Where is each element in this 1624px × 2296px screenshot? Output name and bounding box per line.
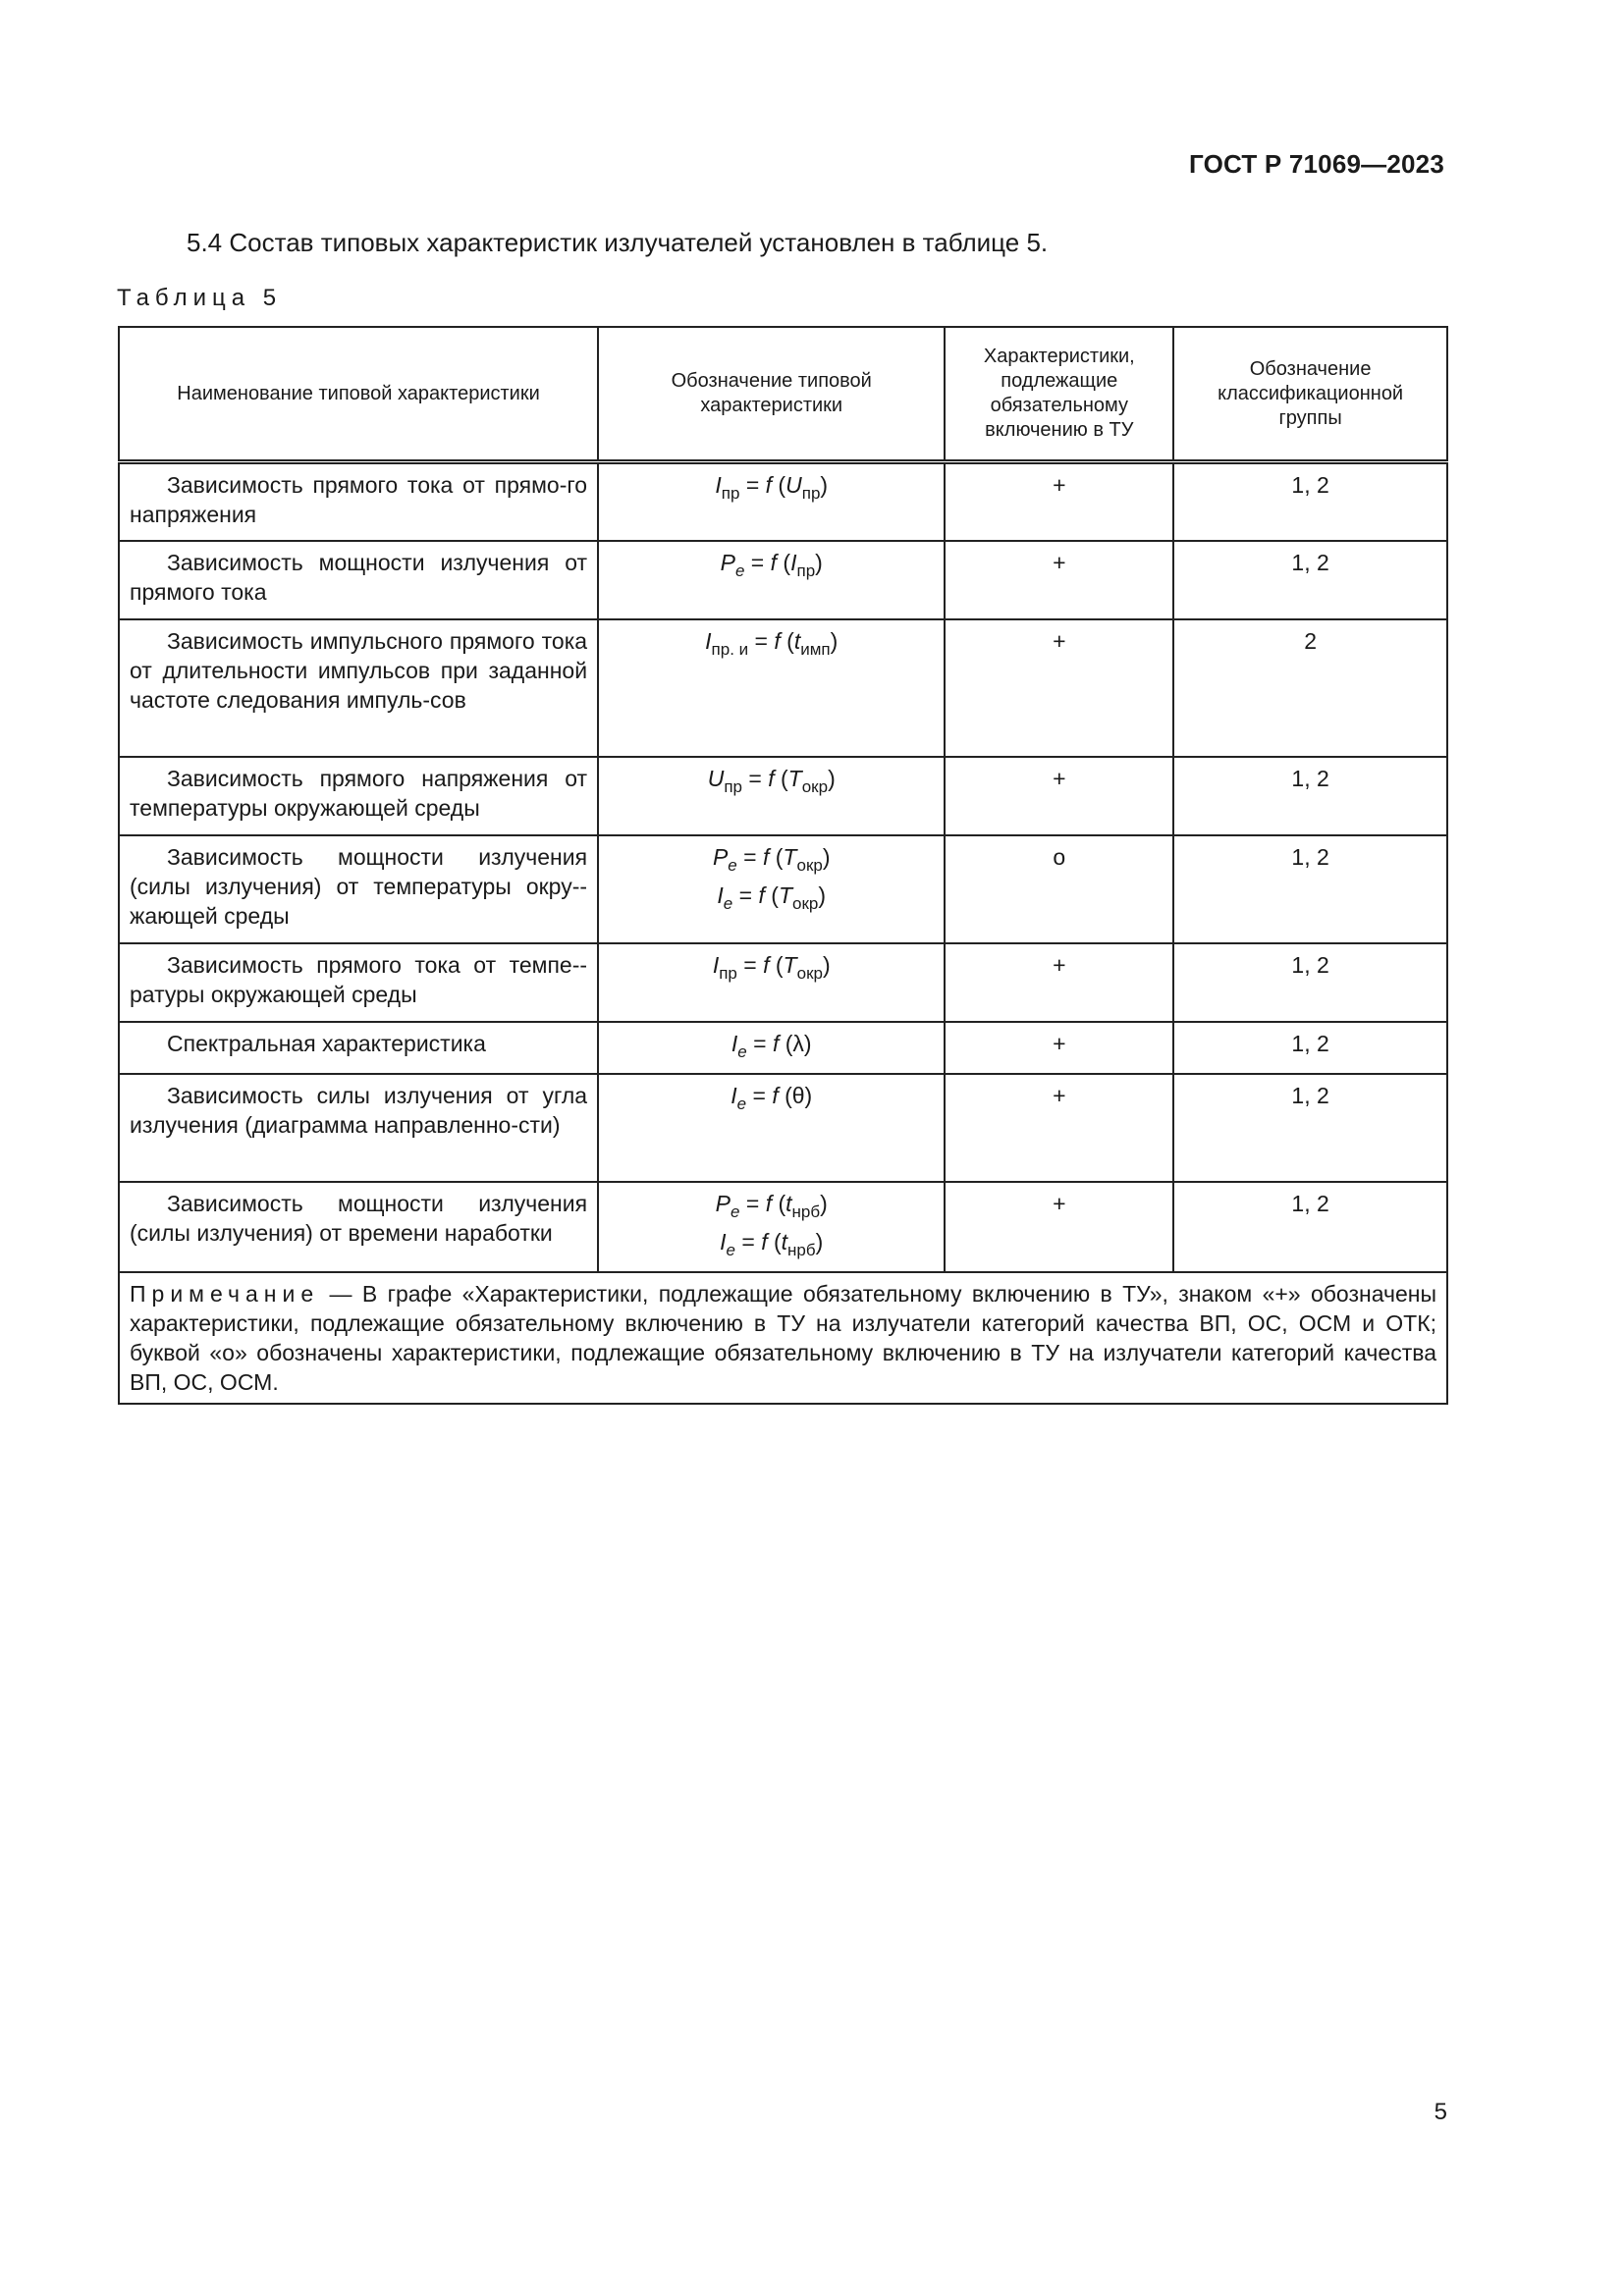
table-note [119, 1272, 1447, 1404]
table-row [119, 462, 1447, 541]
row-name: Зависимость импульсного прямого тока от длительности импульсов при заданной частоте следования импуль-сов [119, 619, 598, 757]
row-group: 1, 2 [1173, 541, 1447, 619]
row-designation: $P_e = f$ $(t_{нрб})$ $I_e = f$ $(t_{нрб})$ [598, 1182, 945, 1272]
table-row [119, 1074, 1447, 1182]
row-group: 1, 2 [1173, 1182, 1447, 1272]
row-mandatory: + [945, 1074, 1173, 1182]
row-name: Зависимость прямого тока от прямо-го напряжения [119, 462, 598, 541]
row-name: Зависимость мощности излучения (силы излучения) от времени наработки [119, 1182, 598, 1272]
row-group: 1, 2 [1173, 835, 1447, 943]
standard-code: ГОСТ Р 71069—2023 [1189, 149, 1444, 179]
row-mandatory: + [945, 943, 1173, 1022]
row-mandatory: о [945, 835, 1173, 943]
row-name: Зависимость прямого напряжения от температуры окружающей среды [119, 757, 598, 835]
row-mandatory: + [945, 619, 1173, 757]
row-designation: $I_{пр} = f$ $(T_{окр})$ [598, 943, 945, 1022]
row-group: 1, 2 [1173, 1074, 1447, 1182]
table-note-row [119, 1272, 1447, 1404]
note-label: Примечание [130, 1280, 320, 1307]
row-group: 1, 2 [1173, 462, 1447, 541]
characteristics-table [118, 326, 1448, 1405]
row-mandatory: + [945, 1182, 1173, 1272]
row-mandatory: + [945, 541, 1173, 619]
row-designation: $I_{пр. и} = f$ $(t_{имп})$ [598, 619, 945, 757]
row-designation: $P_e = f$ $(I_{пр})$ [598, 541, 945, 619]
table-row [119, 1022, 1447, 1074]
row-group: 1, 2 [1173, 1022, 1447, 1074]
row-name: Зависимость прямого тока от темпе-ратуры окружающей среды [119, 943, 598, 1022]
row-name: Спектральная характеристика [119, 1022, 598, 1074]
row-mandatory: + [945, 462, 1173, 541]
page-number: 5 [1434, 2099, 1447, 2125]
row-group: 2 [1173, 619, 1447, 757]
header-designation: Обозначение типовой характеристики [598, 327, 945, 462]
row-group: 1, 2 [1173, 943, 1447, 1022]
row-mandatory: + [945, 1022, 1173, 1074]
row-designation: $I_e = f$ (λ) [598, 1022, 945, 1074]
header-mandatory: Характеристики, подлежащие обязательному включению в ТУ [945, 327, 1173, 462]
table-row [119, 1182, 1447, 1272]
row-designation: $U_{пр} = f$ $(T_{окр})$ [598, 757, 945, 835]
table-row [119, 619, 1447, 757]
table-row [119, 757, 1447, 835]
row-group: 1, 2 [1173, 757, 1447, 835]
table-row [119, 943, 1447, 1022]
row-mandatory: + [945, 757, 1173, 835]
table-header-row [119, 327, 1447, 462]
table-row [119, 835, 1447, 943]
note-text: — В графе «Характеристики, подлежащие обязательному включению в ТУ», знаком «+» обозначены характеристики, подлежащие обязательному включению в ТУ на излучатели категорий качества ВП, ОС, ОСМ и ОТК; буквой «о» обозначены характеристики, подлежащие обязательному включению в ТУ на излучатели категорий качества ВП, ОС, ОСМ. [130, 1280, 1436, 1395]
header-group: Обозначение классификационной группы [1173, 327, 1447, 462]
row-designation: $I_e = f$ (θ) [598, 1074, 945, 1182]
intro-paragraph: 5.4 Состав типовых характеристик излучателей установлен в таблице 5. [187, 228, 1049, 257]
table-caption: Таблица 5 [117, 285, 283, 311]
row-designation: $I_{пр} = f$ $(U_{пр})$ [598, 462, 945, 541]
table-row [119, 541, 1447, 619]
header-name: Наименование типовой характеристики [119, 327, 598, 462]
row-designation: $P_e = f$ $(T_{окр})$ $I_e = f$ $(T_{окр})$ [598, 835, 945, 943]
row-name: Зависимость мощности излучения (силы излучения) от температуры окру-жающей среды [119, 835, 598, 943]
row-name: Зависимость силы излучения от угла излучения (диаграмма направленно-сти) [119, 1074, 598, 1182]
row-name: Зависимость мощности излучения от прямого тока [119, 541, 598, 619]
